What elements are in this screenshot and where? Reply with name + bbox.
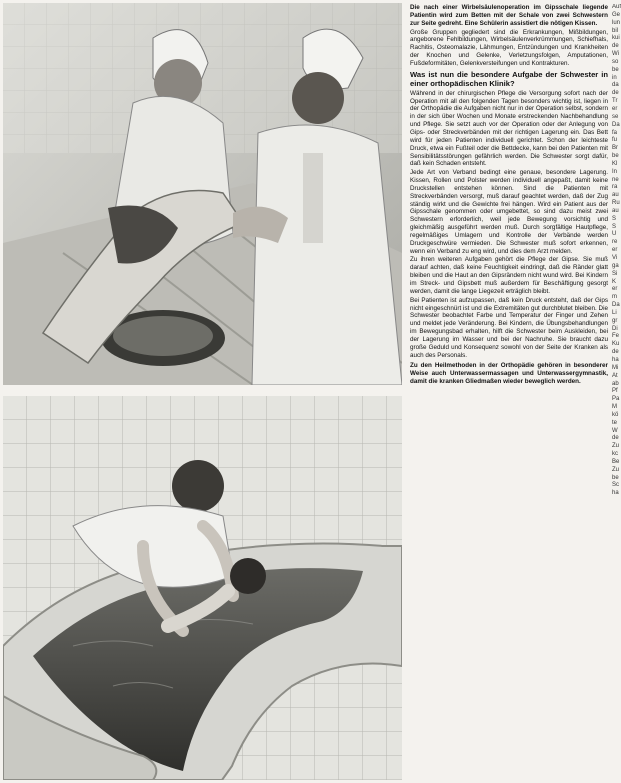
edge-fragment: fu <box>612 137 618 144</box>
edge-fragment: in <box>612 74 617 81</box>
edge-fragment: de <box>612 90 619 97</box>
edge-fragment: te <box>612 419 618 426</box>
edge-fragment: Br <box>612 145 618 152</box>
edge-fragment: S <box>612 215 617 222</box>
child-bath-therapy-photo <box>3 396 402 780</box>
edge-fragment: er <box>612 247 618 254</box>
edge-fragment: ab <box>612 380 619 387</box>
edge-fragment: At <box>612 372 618 379</box>
edge-fragment: de <box>612 349 619 356</box>
edge-fragment: se <box>612 113 619 120</box>
edge-fragment: er <box>612 105 618 112</box>
edge-fragment: Si <box>612 270 618 277</box>
edge-fragment: ha <box>612 356 619 363</box>
edge-fragment: so <box>612 58 619 65</box>
edge-fragment: er <box>612 286 618 293</box>
edge-fragment: In <box>612 168 618 175</box>
edge-fragment: ne <box>612 176 619 183</box>
edge-fragment: W <box>612 427 618 434</box>
edge-fragment: Kl <box>612 160 618 167</box>
adjacent-column-fragment <box>612 4 621 780</box>
photo-bottom-illustration <box>3 396 402 780</box>
article-paragraph-4: Zu ihren weiteren Aufgaben gehört die Pflege der Gipse. Sie muß darauf achten, daß keine Feuchtigkeit eindringt, daß die Ränder glatt bleiben und die Haut an den Gipsrändern nicht wund wird. Bei Kindern im Streck- und Gipsbett muß außerdem für Beschäftigung gesorgt werden, damit die lange Liegezeit erträglich bleibt. <box>410 256 608 295</box>
edge-fragment: Zu <box>612 443 620 450</box>
photo-caption: Die nach einer Wirbelsäulenoperation im Gipsschale liegende Patientin wird zum Betten mit der Schale von zwei Schwestern zur Seite gedreht. Eine Schülerin assistiert die nötigen Kissen. <box>410 4 608 27</box>
edge-fragment: fa <box>612 129 618 136</box>
edge-fragment: da <box>612 82 619 89</box>
edge-fragment: ga <box>612 262 619 269</box>
edge-fragment: S <box>612 223 617 230</box>
edge-fragment: Auf <box>612 4 621 10</box>
edge-fragment: be <box>612 474 619 481</box>
edge-fragment: lun <box>612 19 621 26</box>
edge-fragment: Fe <box>612 333 620 340</box>
article-text-column <box>410 4 608 780</box>
edge-fragment: Zu <box>612 466 620 473</box>
nurses-turning-patient-photo <box>3 3 402 385</box>
edge-fragment: Tr <box>612 98 618 105</box>
edge-fragment: Be <box>612 458 620 465</box>
edge-fragment: Ku <box>612 341 620 348</box>
edge-fragment: Vi <box>612 255 618 261</box>
edge-fragment: gr <box>612 317 618 324</box>
edge-fragment: K <box>612 278 617 285</box>
edge-fragment: au <box>612 192 619 199</box>
edge-fragment: de <box>612 43 619 50</box>
edge-fragment: Da <box>612 302 620 309</box>
edge-fragment: U <box>612 231 617 238</box>
edge-fragment: m <box>612 294 617 301</box>
edge-fragment: be <box>612 153 619 160</box>
article-paragraph-3: Jede Art von Verband bedingt eine genaue, besondere Lagerung. Kissen, Rollen und Polster werden individuell angepaßt, damit keine Druckstellen entstehen können. Sind die Patienten mit Streckverbänden versorgt, muß darauf geachtet werden, daß der Zug ständig wirkt und die Gewichte frei hängen. Wird ein Patient aus der Gipsschale genommen oder umgebettet, so sind dazu meist zwei Schwestern erforderlich, weil jede Bewegung vorsichtig und gleichmäßig ausgeführt werden muß. Durch sorgfältige Hautpflege, regelmäßiges Umlagern und Kontrolle der Verbände werden Druckgeschwüre vermieden. Die Schwester muß sofort erkennen, wenn ein Verband zu eng wird, und dies dem Arzt melden. <box>410 169 608 255</box>
edge-fragment: ha <box>612 490 619 497</box>
edge-fragment: Mi <box>612 364 619 371</box>
edge-fragment: kö <box>612 411 619 418</box>
section-heading: Was ist nun die besondere Aufgabe der Schwester in einer orthopädischen Klinik? <box>410 69 608 88</box>
edge-fragment: de <box>612 435 619 442</box>
edge-fragment: kc <box>612 451 618 458</box>
edge-fragment: Pa <box>612 396 620 403</box>
article-paragraph-5: Bei Patienten ist aufzupassen, daß kein Druck entsteht, daß der Gips nicht eingeschnürt ist und die Extremitäten gut durchblutet bleiben. Die Schwester beobachtet Farbe und Temperatur der Finger und Zehen und meldet jede Veränderung. Bei Kindern, die Übungsbehandlungen im Bewegungsbad erhalten, hilft die Schwester beim Auskleiden, bei der Lagerung im Wasser und bei der Nachruhe. Sie braucht dazu große Geduld und Konsequenz sowohl von der Seite der Kranken als auch des Personals. <box>410 296 608 359</box>
edge-fragment: Sc <box>612 482 620 489</box>
edge-fragment: re <box>612 239 618 246</box>
photo-top-illustration <box>3 3 402 385</box>
edge-fragment: au <box>612 207 619 214</box>
article-paragraph-2: Während in der chirurgischen Pflege die Versorgung sofort nach der Operation mit all den folgenden Tagen besonders wichtig ist, liegen in der Orthopädie die Aufgaben nicht nur in der Operation selbst, sondern in der sich über Wochen und Monate erstreckenden Nachbehandlung und Pflege. Sie setzt auch vor der Operation oder der Anlegung von Gips- oder Streckverbänden mit der richtigen Lagerung ein. Das Bett wird für jeden Patienten individuell gerichtet. Schon der leichteste Druck, etwa ein Fußteil oder die Bettdecke, kann bei den Patienten mit Sensibilitätsstörungen gefährlich werden. Die Schwester sorgt dafür, daß kein Schaden entsteht. <box>410 89 608 168</box>
edge-fragment: Di <box>612 325 618 332</box>
edge-fragment: bil <box>612 27 619 34</box>
closing-caption: Zu den Heilmethoden in der Orthopädie gehören in besonderer Weise auch Unterwassermassagen und Unterwassergymnastik, damit die kranken Gliedmaßen wieder beweglich werden. <box>410 362 608 386</box>
edge-fragment: be <box>612 66 619 73</box>
edge-fragment: kui <box>612 35 620 42</box>
article-paragraph-1: Große Gruppen gegliedert sind die Erkrankungen, Mißbildungen, angeborene Fehlbildungen, Wirbelsäulenverkrümmungen, Schiefhals, Rachitis, Osteomalazie, Lähmungen, Entzündungen und Krankheiten der Knochen und Gelenke, Verletzungsfolgen, Amputationen, Fußdeformitäten, Gelenkversteifungen und Kontrakturen. <box>410 28 608 67</box>
edge-fragment: Li <box>612 309 617 316</box>
edge-fragment: M <box>612 404 617 411</box>
edge-fragment: Da <box>612 121 620 128</box>
edge-fragment: Ge <box>612 11 621 18</box>
edge-fragment: Wi <box>612 51 619 58</box>
edge-fragment: ra <box>612 184 618 191</box>
edge-fragment: Pf <box>612 388 618 395</box>
edge-fragment: Ru <box>612 200 620 207</box>
